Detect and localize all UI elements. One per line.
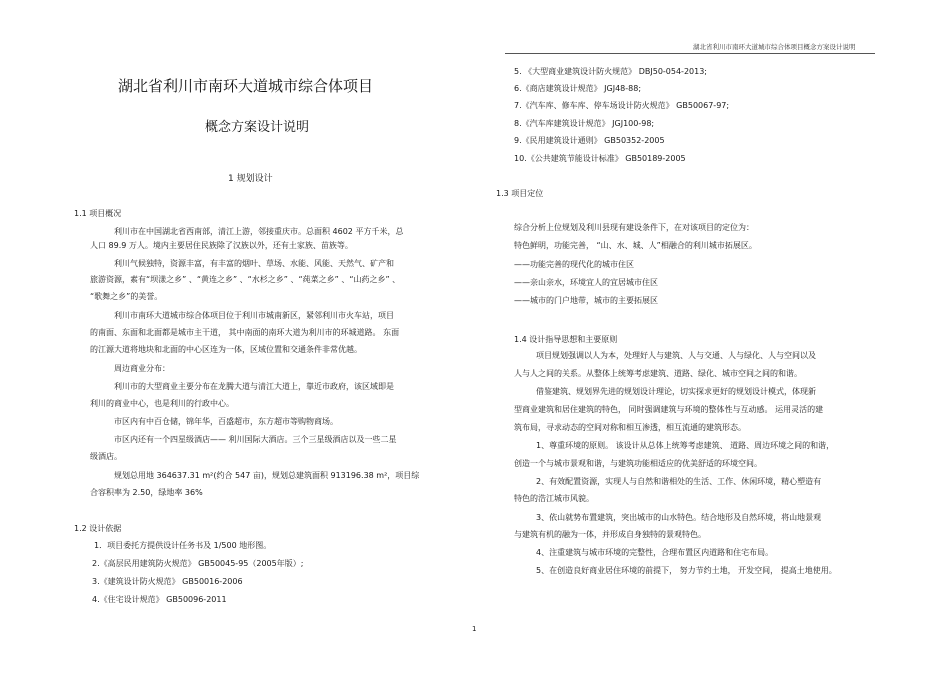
- page-number: 1: [472, 625, 477, 633]
- paragraph-line: 5、在创造良好商业居住环境的前提下， 努力节约土地， 开发空间， 提高土地使用。: [536, 566, 837, 575]
- paragraph-line: “歌舞之乡”的美誉。: [90, 292, 163, 301]
- paragraph-line: 综合分析上位规划及利川县现有建设条件下，在对该项目的定位为：: [514, 223, 754, 232]
- paragraph-line: 人与人之间的关系。从整体上统筹考虑建筑、道路、绿化、城市空间之间的和谐。: [514, 369, 802, 378]
- paragraph-line: 旅游资源，素有“坝漾之乡” 、“黄连之乡” 、“水杉之乡” 、“莼菜之乡” 、“山药之乡” 、: [90, 275, 401, 284]
- paragraph-line: 借鉴建筑、规划界先进的规划设计理论，切实探求更好的规划设计模式，体现新: [536, 387, 816, 396]
- paragraph-line: 特色鲜明，功能完善， “山、水、城、人”相融合的利川城市拓展区。: [514, 241, 757, 250]
- paragraph-line: 创造一个与城市景观和谐，与建筑功能相适应的优美舒适的环境空间。: [514, 459, 762, 468]
- paragraph-line: 的南面、东面和北面都是城市主干道， 其中南面的南环大道为利川市的环城道路。 东面: [90, 328, 400, 337]
- paragraph-line: 利川市南环大道城市综合体项目位于利川市城南新区，紧邻利川市火车站，项目: [114, 311, 394, 320]
- paragraph-line: 2、有效配置资源，实现人与自然和谐相处的生活、工作、休闲环境，精心塑造有: [536, 477, 822, 486]
- reference-item: 10.《公共建筑节能设计标准》 GB50189-2005: [514, 154, 686, 163]
- paragraph-line: 利川的商业中心，也是利川的行政中心。: [90, 399, 234, 408]
- reference-item: 1．项目委托方提供设计任务书及 1/500 地形图。: [94, 541, 272, 550]
- header-rule: [505, 53, 875, 54]
- reference-item: 7.《汽车库、修车库、停车场设计防火规范》 GB50067-97;: [514, 101, 730, 110]
- reference-item: 2.《高层民用建筑防火规范》 GB50045-95（2005年版）;: [92, 559, 304, 568]
- paragraph-line: 4、注重建筑与城市环境的完整性，合理布置区内道路和住宅布局。: [536, 548, 774, 557]
- section-heading-1-1: 1.1 项目概况: [74, 209, 122, 218]
- paragraph-line: 周边商业分布：: [114, 364, 170, 373]
- section-heading-1-2: 1.2 设计依据: [74, 524, 122, 533]
- document-title-line2: 概念方案设计说明: [205, 120, 310, 135]
- paragraph-line: 利川市在中国湖北省西南部，清江上游，邻接重庆市。总面积 4602 平方千米，总: [114, 227, 404, 236]
- paragraph-line: 利川市的大型商业主要分布在龙腾大道与清江大道上，靠近市政府，该区域即是: [114, 382, 394, 391]
- paragraph-line: ——亲山亲水，环境宜人的宜居城市住区: [514, 278, 658, 287]
- paragraph-line: 市区内还有一个四星级酒店—— 利川国际大酒店。三个三星级酒店以及一些二星: [114, 435, 397, 444]
- paragraph-line: 市区内有中百仓储，锦年华，百盛超市，东方超市等购物商场。: [114, 417, 338, 426]
- section-heading-1-4: 1.4 设计指导思想和主要原则: [514, 335, 618, 344]
- reference-item: 8.《汽车库建筑设计规范》 JGJ100-98;: [514, 119, 655, 128]
- reference-item: 3.《建筑设计防火规范》 GB50016-2006: [92, 577, 243, 586]
- section-heading-1-3: 1.3 项目定位: [496, 189, 544, 198]
- paragraph-line: 人口 89.9 万人。境内主要居住民族除了汉族以外，还有土家族、苗族等。: [90, 241, 353, 250]
- paragraph-line: 级酒店。: [90, 452, 122, 461]
- reference-item: 5. 《大型商业建筑设计防火规范》 DBJ50-054-2013;: [514, 67, 708, 76]
- paragraph-line: 3、依山就势布置建筑，突出城市的山水特色。结合地形及自然环境，将山地景观: [536, 513, 822, 522]
- paragraph-line: 项目规划强调以人为本，处理好人与建筑、人与交通、人与绿化、人与空间以及: [536, 351, 816, 360]
- paragraph-line: 的江源大道将地块和北面的中心区连为一体，区域位置和交通条件非常优越。: [90, 345, 362, 354]
- reference-item: 9.《民用建筑设计通则》 GB50352-2005: [514, 136, 665, 145]
- paragraph-line: 合容积率为 2.50，绿地率 36%: [90, 488, 203, 497]
- chapter-heading: 1 规划设计: [228, 174, 273, 184]
- paragraph-line: 利川气候独特，资源丰富，有丰富的烟叶、草场、水能、风能、天然气、矿产和: [114, 259, 394, 268]
- running-header: 湖北省利川市南环大道城市综合体项目概念方案设计说明: [693, 43, 856, 51]
- reference-item: 6.《商店建筑设计规范》 JGJ48-88;: [514, 84, 642, 93]
- paragraph-line: 型商业建筑和居住建筑的特色， 同时强调建筑与环境的整体性与互动感。 运用灵活的建: [514, 405, 824, 414]
- paragraph-line: ——功能完善的现代化的城市住区: [514, 260, 634, 269]
- paragraph-line: 特色的浩江城市风貌。: [514, 494, 594, 503]
- reference-item: 4.《住宅设计规范》 GB50096-2011: [92, 595, 227, 604]
- document-title-line1: 湖北省利川市南环大道城市综合体项目: [118, 77, 374, 95]
- paragraph-line: 规划总用地 364637.31 m²(约合 547 亩)，规划总建筑面积 913196.38 m²，项目综: [114, 471, 420, 480]
- paragraph-line: 1、尊重环境的原则。 该设计从总体上统筹考虑建筑、 道路、周边环境之间的和谐，: [536, 441, 835, 450]
- paragraph-line: 与建筑有机的融为一体，并形成自身独特的景观特色。: [514, 530, 706, 539]
- paragraph-line: ——城市的门户地带，城市的主要拓展区: [514, 296, 658, 305]
- paragraph-line: 筑布局，寻求动态的空间对称和相互渗透，相互流通的建筑形态。: [514, 423, 746, 432]
